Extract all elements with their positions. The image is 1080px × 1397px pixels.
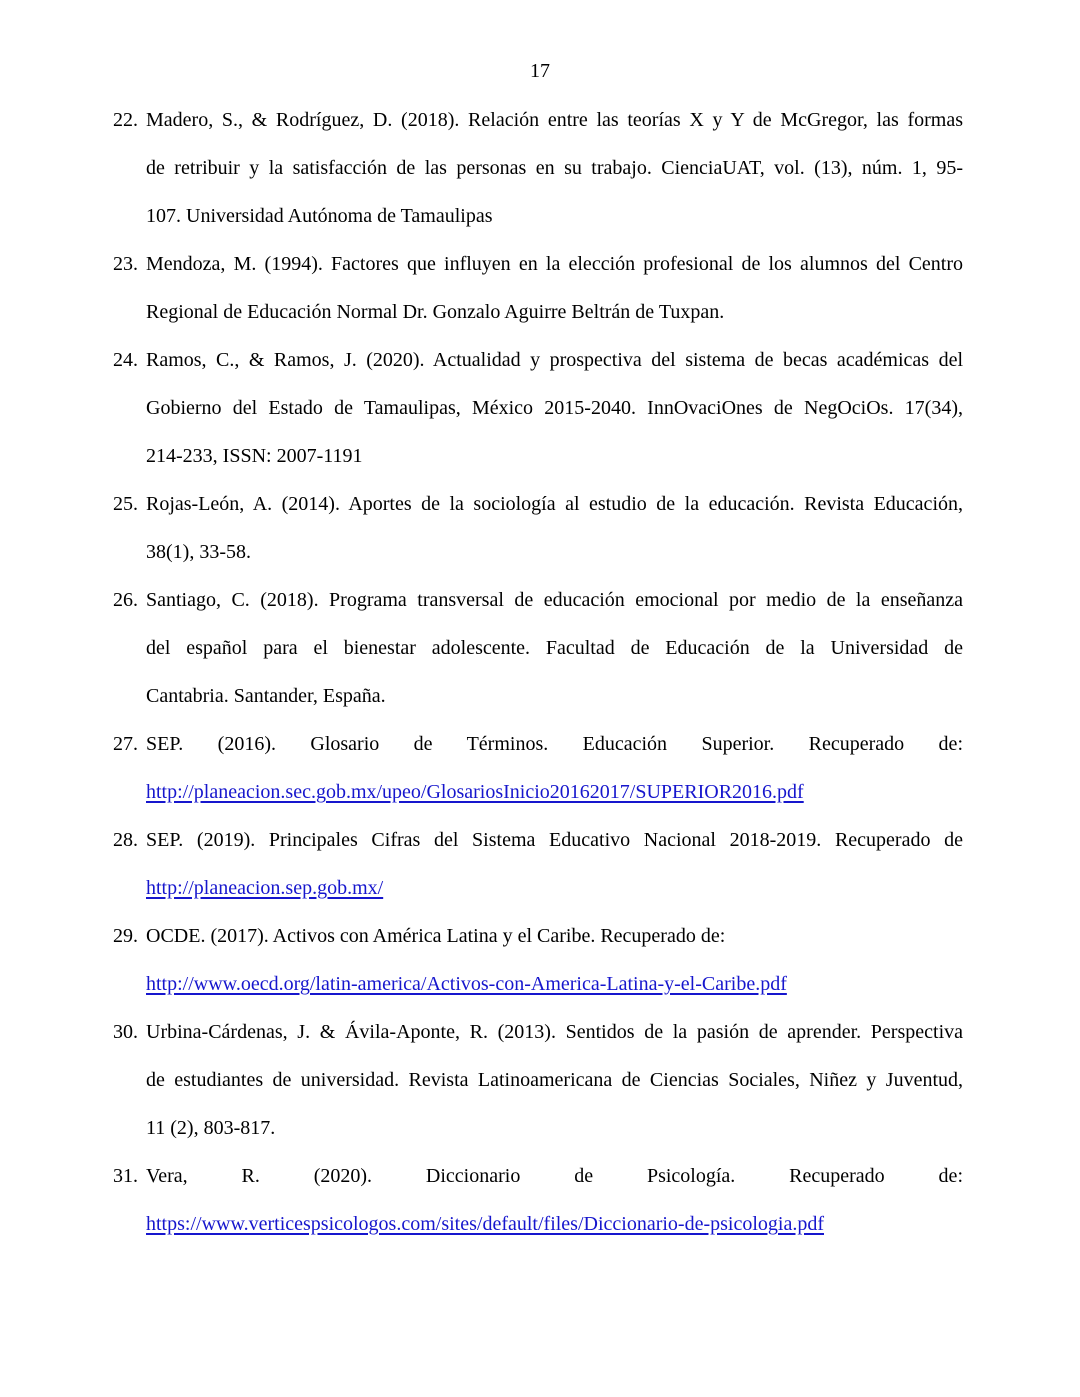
reference-number: 26. (113, 589, 138, 611)
reference-line (113, 576, 963, 624)
reference-line-text: Cantabria. Santander, España. (146, 685, 386, 707)
reference-number: 22. (113, 109, 138, 131)
reference-line (146, 288, 963, 336)
reference-line (113, 480, 963, 528)
reference-line (113, 96, 963, 144)
reference-line-text: de estudiantes de universidad. Revista Latinoamericana de Ciencias Sociales, Niñez y Juventud, (146, 1069, 963, 1091)
reference-line (113, 816, 963, 864)
reference-link[interactable]: http://planeacion.sec.gob.mx/upeo/GlosariosInicio20162017/SUPERIOR2016.pdf (146, 781, 804, 803)
reference-line (146, 192, 963, 240)
reference-line-text: Madero, S., & Rodríguez, D. (2018). Relación entre las teorías X y Y de McGregor, las formas (146, 109, 963, 131)
reference-number: 31. (113, 1165, 138, 1187)
reference-line-text: Gobierno del Estado de Tamaulipas, México 2015-2040. InnOvaciOnes de NegOciOs. 17(34), (146, 397, 963, 419)
reference-line-text: Mendoza, M. (1994). Factores que influyen en la elección profesional de los alumnos del Centro (146, 253, 963, 275)
reference-line (113, 240, 963, 288)
reference-line-text: 214-233, ISSN: 2007-1191 (146, 445, 363, 467)
reference-line-text: SEP. (2016). Glosario de Términos. Educación Superior. Recuperado de: (146, 733, 963, 755)
references-list (113, 96, 963, 1248)
reference-line-text: Santiago, C. (2018). Programa transversal de educación emocional por medio de la enseñanza (146, 589, 963, 611)
reference-line (146, 528, 963, 576)
reference-item (113, 816, 963, 912)
reference-line (146, 672, 963, 720)
page-number: 17 (530, 60, 550, 82)
reference-line-text: 107. Universidad Autónoma de Tamaulipas (146, 205, 493, 227)
reference-link-line (146, 960, 963, 1008)
reference-line (113, 1008, 963, 1056)
reference-number: 30. (113, 1021, 138, 1043)
reference-item (113, 720, 963, 816)
reference-item (113, 1008, 963, 1152)
reference-number: 25. (113, 493, 138, 515)
reference-link[interactable]: https://www.verticespsicologos.com/sites/default/files/Diccionario-de-psicologia.pdf (146, 1213, 824, 1235)
reference-item (113, 1152, 963, 1248)
reference-number: 27. (113, 733, 138, 755)
reference-line (146, 144, 963, 192)
reference-line-text: 11 (2), 803-817. (146, 1117, 276, 1139)
reference-item (113, 336, 963, 480)
reference-line-text: Vera, R. (2020). Diccionario de Psicología. Recuperado de: (146, 1165, 963, 1187)
reference-line-text: Urbina-Cárdenas, J. & Ávila-Aponte, R. (2013). Sentidos de la pasión de aprender. Perspectiva (146, 1021, 963, 1043)
reference-link-line (146, 864, 963, 912)
reference-link[interactable]: http://www.oecd.org/latin-america/Activos-con-America-Latina-y-el-Caribe.pdf (146, 973, 787, 995)
reference-item (113, 480, 963, 576)
reference-line-text: Rojas-León, A. (2014). Aportes de la sociología al estudio de la educación. Revista Educación, (146, 493, 963, 515)
reference-line (146, 384, 963, 432)
reference-line (146, 432, 963, 480)
reference-link-line (146, 1200, 963, 1248)
reference-line-text: OCDE. (2017). Activos con América Latina y el Caribe. Recuperado de: (146, 925, 726, 947)
reference-line (146, 624, 963, 672)
reference-line (113, 912, 963, 960)
reference-line-text: Regional de Educación Normal Dr. Gonzalo Aguirre Beltrán de Tuxpan. (146, 301, 725, 323)
reference-line (146, 1104, 963, 1152)
reference-line (113, 1152, 963, 1200)
reference-line-text: Ramos, C., & Ramos, J. (2020). Actualidad y prospectiva del sistema de becas académicas del (146, 349, 963, 371)
reference-line (113, 720, 963, 768)
reference-number: 24. (113, 349, 138, 371)
reference-number: 29. (113, 925, 138, 947)
reference-number: 23. (113, 253, 138, 275)
reference-line (113, 336, 963, 384)
reference-item (113, 912, 963, 1008)
reference-line-text: de retribuir y la satisfacción de las personas en su trabajo. CienciaUAT, vol. (13), núm. 1, 95- (146, 157, 963, 179)
reference-line-text: del español para el bienestar adolescente. Facultad de Educación de la Universidad de (146, 637, 963, 659)
reference-item (113, 240, 963, 336)
reference-line-text: 38(1), 33-58. (146, 541, 251, 563)
reference-line-text: SEP. (2019). Principales Cifras del Sistema Educativo Nacional 2018-2019. Recuperado de (146, 829, 963, 851)
reference-item (113, 96, 963, 240)
reference-link[interactable]: http://planeacion.sep.gob.mx/ (146, 877, 384, 899)
reference-number: 28. (113, 829, 138, 851)
reference-item (113, 576, 963, 720)
reference-link-line (146, 768, 963, 816)
reference-line (146, 1056, 963, 1104)
